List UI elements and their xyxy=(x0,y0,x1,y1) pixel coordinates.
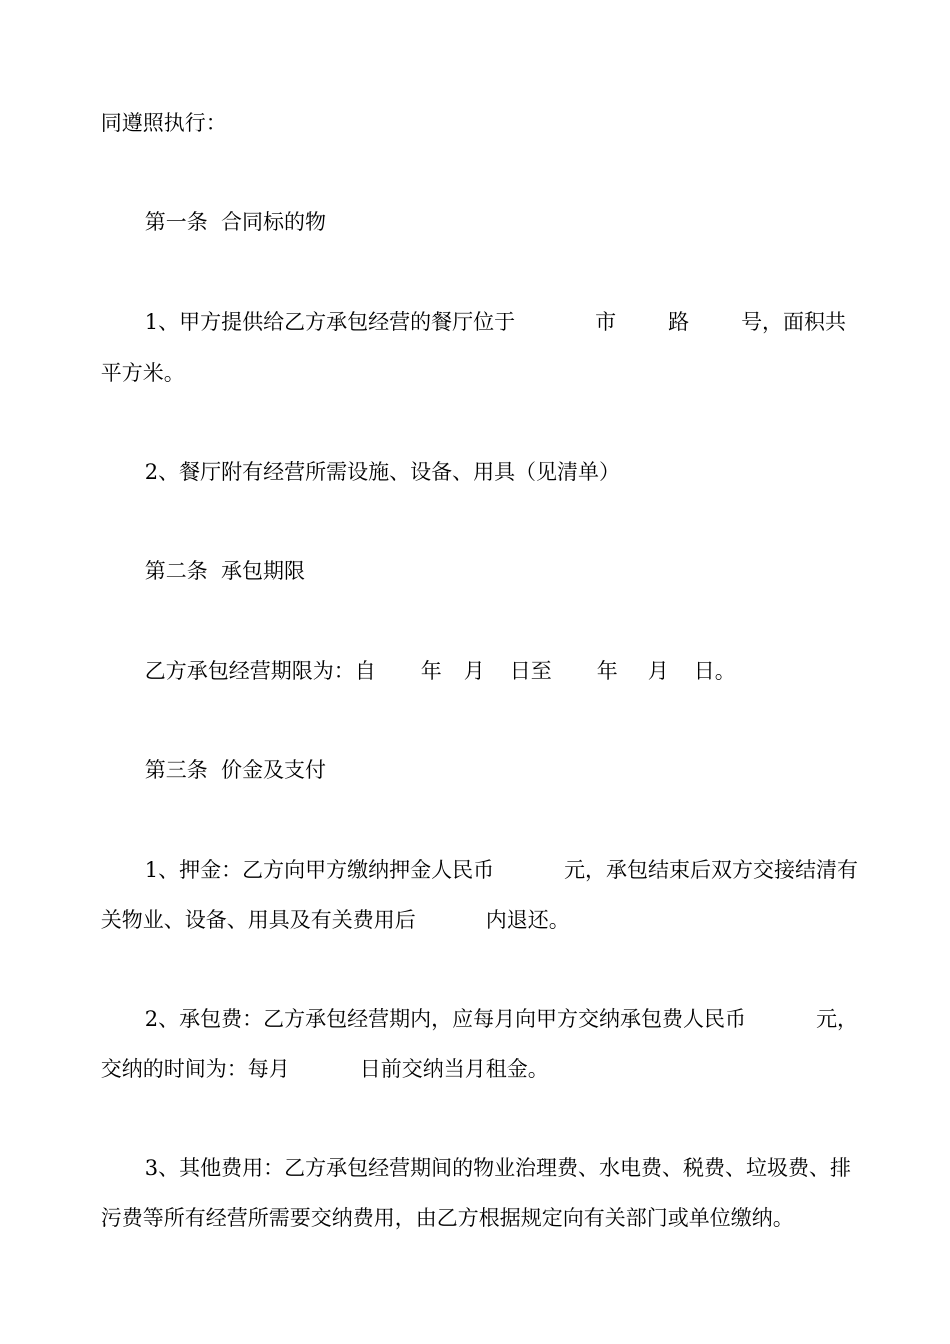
text-segment: 1、押金：乙方向甲方缴纳押金人民币 xyxy=(144,858,495,882)
article-3-clause-1-line-2 xyxy=(0,889,570,952)
text-segment: 月 xyxy=(647,659,669,683)
text-segment: 市 xyxy=(595,310,617,334)
text-segment: 年 xyxy=(596,659,618,683)
article-1-title xyxy=(0,191,326,254)
article-3-title xyxy=(0,739,326,802)
article-1-clause-1-line-2 xyxy=(0,342,185,405)
text-segment: 污费等所有经营所需要交纳费用，由乙方根据规定向有关部门或单位缴纳。 xyxy=(100,1206,794,1230)
text-segment: 3、其他费用：乙方承包经营期间的物业治理费、水电费、税费、垃圾费、排 xyxy=(144,1156,852,1180)
article-1-clause-2 xyxy=(0,441,620,504)
text-segment: 平方米。 xyxy=(100,361,185,385)
text-segment: 元，承包结束后双方交接结清有 xyxy=(564,858,859,882)
text-segment: 关物业、设备、用具及有关费用后 xyxy=(100,908,416,932)
text-segment: 1、甲方提供给乙方承包经营的餐厅位于 xyxy=(144,310,516,334)
article-3-clause-3-line-2 xyxy=(0,1187,794,1250)
article-3-clause-2-line-2 xyxy=(0,1038,549,1101)
paragraph-continuation xyxy=(0,92,227,155)
article-2-title xyxy=(0,540,305,603)
text-segment: 日至 xyxy=(509,659,552,683)
text-segment: 元， xyxy=(816,1007,859,1031)
text-segment: 月 xyxy=(463,659,485,683)
heading-text: 第一条 合同标的物 xyxy=(144,210,327,234)
text-segment: 交纳的时间为：每月 xyxy=(100,1057,290,1081)
text-segment: 号，面积共 xyxy=(741,310,847,334)
text-segment: 乙方承包经营期限为：自 xyxy=(144,659,376,683)
article-2-term xyxy=(0,640,736,703)
text-line: 同遵照执行： xyxy=(100,111,227,135)
text-segment: 路 xyxy=(668,310,690,334)
text-segment: 日。 xyxy=(693,659,736,683)
text-segment: 日前交纳当月租金。 xyxy=(359,1057,549,1081)
heading-text: 第三条 价金及支付 xyxy=(144,758,327,782)
heading-text: 第二条 承包期限 xyxy=(144,559,306,583)
text-segment: 内退还。 xyxy=(485,908,570,932)
text-segment: 2、承包费：乙方承包经营期内，应每月向甲方交纳承包费人民币 xyxy=(144,1007,747,1031)
text-segment: 年 xyxy=(420,659,442,683)
text-segment: 2、餐厅附有经营所需设施、设备、用具（见清单） xyxy=(144,460,621,484)
